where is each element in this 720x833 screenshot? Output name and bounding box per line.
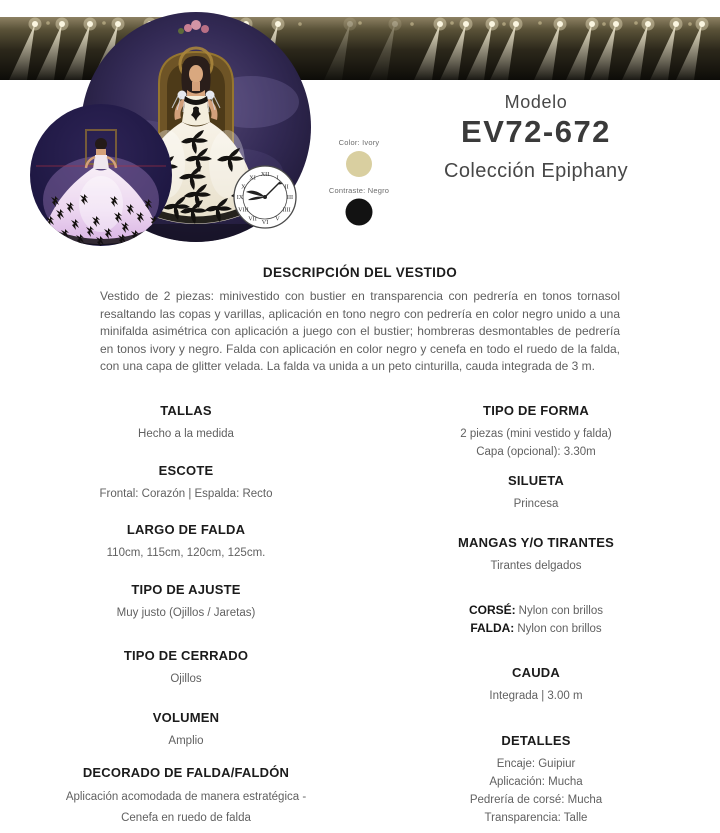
- spec-title: TALLAS: [160, 403, 212, 418]
- spec-tipo-de-cerrado: [26, 648, 346, 688]
- clock-numeral: IX: [236, 194, 244, 201]
- spec-corse-falda: [406, 602, 666, 637]
- ivory-swatch-icon: [345, 150, 373, 178]
- spec-title: DECORADO DE FALDA/FALDÓN: [82, 765, 290, 780]
- spec-value: Muy justo (Ojillos / Jaretas): [116, 607, 256, 619]
- negro-swatch-icon: [345, 198, 373, 226]
- spec-value: 110cm, 115cm, 120cm, 125cm.: [106, 547, 266, 559]
- clock-numeral: VI: [261, 219, 269, 226]
- collection-name: Colección Epiphany: [444, 160, 628, 182]
- spec-value: Amplio: [168, 735, 204, 747]
- spec-title: TIPO DE FORMA: [483, 403, 589, 418]
- spec-escote: [26, 463, 346, 503]
- spec-value: Tirantes delgados: [490, 560, 582, 572]
- clock-icon: [233, 165, 297, 229]
- spec-value: Encaje: Guipiur: [496, 758, 576, 770]
- spec-title: LARGO DE FALDA: [126, 522, 246, 537]
- spec-detalles: [406, 733, 666, 827]
- clock-numeral: V: [275, 215, 280, 223]
- clock-numeral: I: [276, 174, 279, 182]
- model-label: Modelo: [504, 92, 568, 112]
- clock-numeral: II: [284, 183, 289, 191]
- model-title-block: [406, 92, 666, 183]
- color-swatch-label: Color: Ivory: [338, 138, 380, 147]
- swatch-panel: [318, 138, 400, 234]
- spec-volumen: [26, 710, 346, 750]
- spec-silueta: [406, 473, 666, 513]
- contrast-swatch-label: Contraste: Negro: [328, 186, 390, 195]
- spec-value: Aplicación: Mucha: [489, 776, 583, 788]
- spec-value: Frontal: Corazón | Espalda: Recto: [99, 488, 273, 500]
- negro-swatch: [318, 198, 400, 226]
- gown-train-illustration: [30, 104, 172, 246]
- spec-title: TIPO DE CERRADO: [123, 648, 249, 663]
- clock-numeral: XII: [260, 171, 270, 178]
- spec-largo-de-falda: [26, 522, 346, 562]
- description-title: DESCRIPCIÓN DEL VESTIDO: [262, 265, 458, 280]
- clock-numeral: III: [286, 194, 294, 201]
- spec-title: CAUDA: [512, 665, 560, 680]
- clock-logo: [233, 165, 297, 229]
- spec-value: Integrada | 3.00 m: [489, 690, 583, 702]
- spec-value: Transparencia: Talle: [484, 812, 588, 824]
- clock-numeral: XI: [249, 174, 256, 182]
- spec-kv-label: FALDA:: [470, 620, 515, 635]
- spec-kv-row: [406, 602, 666, 620]
- spec-kv-label: CORSÉ:: [468, 603, 516, 617]
- spec-value: Pedrería de corsé: Mucha: [469, 794, 603, 806]
- clock-numeral: X: [241, 183, 246, 191]
- spec-title: DETALLES: [501, 733, 571, 748]
- spec-value: Ojillos: [170, 673, 202, 685]
- spec-tallas: [26, 403, 346, 443]
- spec-value: Aplicación acomodada de manera estratégica -: [65, 791, 307, 803]
- spec-value: 2 piezas (mini vestido y falda): [460, 428, 612, 440]
- spec-title: MANGAS Y/O TIRANTES: [458, 535, 614, 550]
- spec-tipo-de-ajuste: [26, 582, 346, 622]
- clock-numeral: IIII: [282, 206, 291, 214]
- spec-kv-value: Nylon con brillos: [517, 622, 602, 635]
- spec-kv-row: [406, 620, 666, 638]
- spec-title: ESCOTE: [158, 463, 214, 478]
- clock-numeral: VIII: [238, 206, 249, 214]
- spec-value: Capa (opcional): 3.30m: [476, 446, 596, 458]
- description-body: Vestido de 2 piezas: minivestido con bustier en transparencia con pedrería en tonos tornasol resaltando las copas y varillas, aplicación en tono negro con pedrería en color negro unido a una minifalda asimétrica con aplicación a juego con el bustier; hombreras desmontables de pedrería en tonos ivory y negro. Falda con aplicación en color negro y cenefa en todo el ruedo de la falda, con una capa de glitter velada. La falda va unida a un peto cinturilla, cauda integrada de 3 m.: [100, 289, 620, 374]
- ivory-swatch: [318, 150, 400, 178]
- clock-numeral: VII: [248, 215, 257, 223]
- spec-value: Cenefa en ruedo de falda: [121, 812, 251, 824]
- model-code: EV72-672: [461, 114, 611, 149]
- spec-value: Princesa: [513, 498, 559, 510]
- spec-title: SILUETA: [507, 473, 565, 488]
- spec-kv-value: Nylon con brillos: [518, 605, 604, 617]
- spec-title: TIPO DE AJUSTE: [131, 582, 241, 597]
- dress-photo-train: [30, 104, 172, 246]
- spec-title: VOLUMEN: [152, 710, 220, 725]
- spec-tipo-de-forma: [406, 403, 666, 461]
- spec-cauda: [406, 665, 666, 705]
- spec-decorado-falda: [26, 765, 346, 829]
- spec-value: Hecho a la medida: [138, 428, 234, 440]
- spec-mangas-tirantes: [406, 535, 666, 575]
